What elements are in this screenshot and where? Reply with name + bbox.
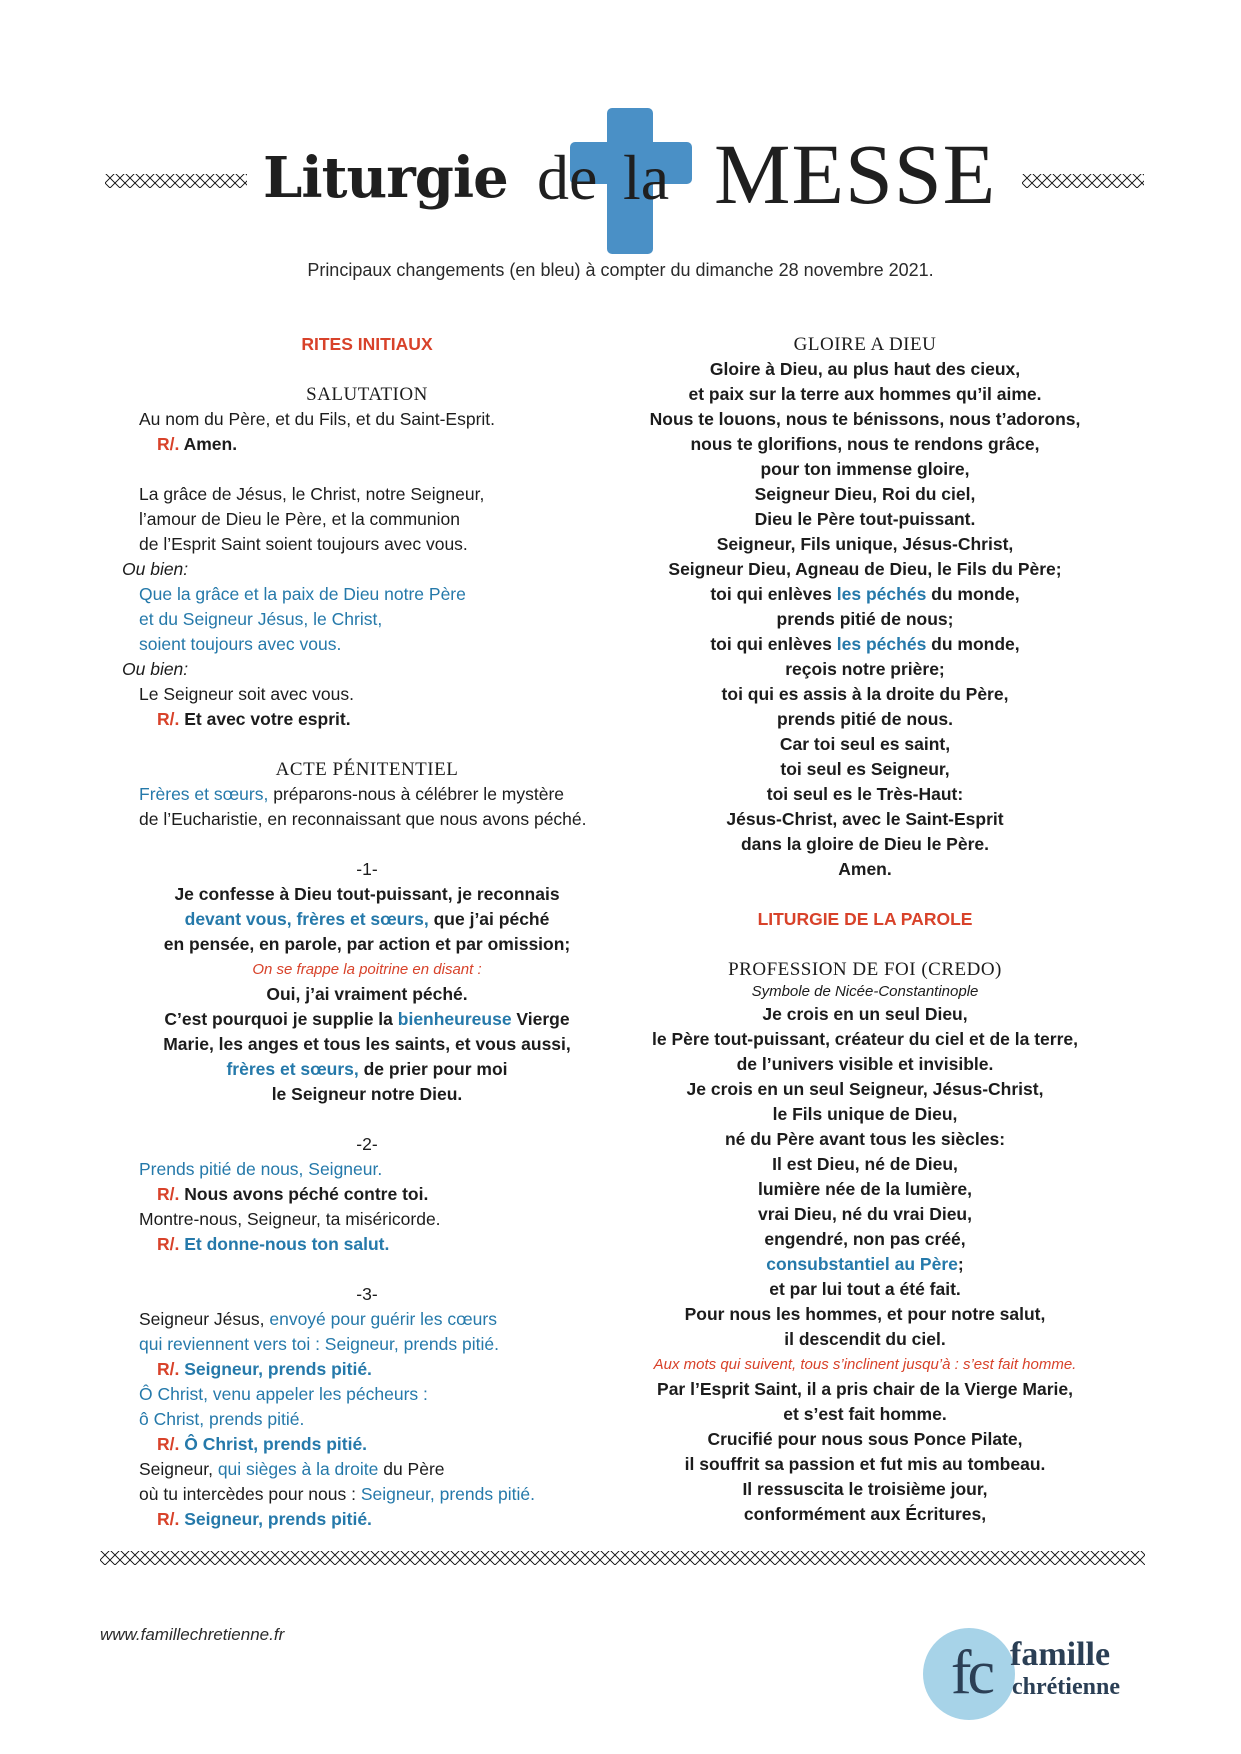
logo-initials: fc	[950, 1639, 992, 1707]
gloria-line: Nous te louons, nous te bénissons, nous t’adorons,	[649, 409, 1081, 429]
section-title-parole: LITURGIE DE LA PAROLE	[757, 909, 973, 929]
salutation-line: de l’Esprit Saint soient toujours avec vous.	[139, 534, 468, 554]
confiteor-line: devant vous, frères et sœurs, que j’ai péché	[184, 909, 550, 929]
confiteor-line: le Seigneur notre Dieu.	[271, 1084, 463, 1104]
title-de: de	[537, 142, 598, 213]
website-link[interactable]: www.famillechretienne.fr	[100, 1625, 285, 1644]
gloria-line: toi seul es le Très-Haut:	[766, 784, 964, 804]
section-title-rites: RITES INITIAUX	[301, 334, 433, 354]
response-marker: R/.	[157, 1509, 180, 1529]
logo-word-chretienne: chrétienne	[1012, 1674, 1120, 1700]
changed-line: ô Christ, prends pitié.	[139, 1409, 305, 1429]
changed-line: Ô Christ, venu appeler les pécheurs :	[139, 1384, 428, 1404]
page-subtitle: Principaux changements (en bleu) à compter du dimanche 28 novembre 2021.	[307, 260, 934, 280]
credo-line: le Fils unique de Dieu,	[772, 1104, 958, 1124]
changed-text: Seigneur, prends pitié.	[360, 1484, 535, 1504]
credo-line: Crucifié pour nous sous Ponce Pilate,	[707, 1429, 1023, 1449]
logo-word-famille: famille	[1010, 1636, 1111, 1673]
gloria-line: Seigneur, Fils unique, Jésus-Christ,	[716, 534, 1014, 554]
penitentiel-line: Montre-nous, Seigneur, ta miséricorde.	[139, 1209, 441, 1229]
salutation-line: La grâce de Jésus, le Christ, notre Seigneur,	[139, 484, 485, 504]
credo-line: Par l’Esprit Saint, il a pris chair de la Vierge Marie,	[657, 1379, 1073, 1399]
changed-line: et du Seigneur Jésus, le Christ,	[139, 609, 383, 629]
gloria-line: dans la gloire de Dieu le Père.	[740, 834, 989, 854]
response-marker: R/.	[157, 1184, 180, 1204]
salutation-line: Le Seigneur soit avec vous.	[139, 684, 354, 704]
response-line	[122, 707, 612, 732]
kyrie-line: Seigneur Jésus, envoyé pour guérir les cœurs	[139, 1309, 497, 1329]
gloria-line: Gloire à Dieu, au plus haut des cieux,	[709, 359, 1021, 379]
gloria-line: nous te glorifions, nous te rendons grâce,	[690, 434, 1040, 454]
credo-line: de l’univers visible et invisible.	[736, 1054, 994, 1074]
response-marker: R/.	[157, 1434, 180, 1454]
response-line	[122, 432, 612, 457]
credo-line: Je crois en un seul Seigneur, Jésus-Christ,	[686, 1079, 1044, 1099]
credo-line: il descendit du ciel.	[784, 1329, 946, 1349]
rubric: Aux mots qui suivent, tous s’inclinent jusqu’à : s’est fait homme.	[653, 1356, 1077, 1373]
gloria-line: prends pitié de nous.	[777, 709, 953, 729]
credo-line: Il est Dieu, né de Dieu,	[772, 1154, 958, 1174]
subsection-title-credo: PROFESSION DE FOI (CREDO)	[728, 959, 1002, 980]
gloria-line: toi seul es Seigneur,	[780, 759, 950, 779]
credo-line: et par lui tout a été fait.	[769, 1279, 961, 1299]
rubric-ou-bien: Ou bien:	[122, 559, 189, 579]
kyrie-line: Seigneur, qui sièges à la droite du Père	[139, 1459, 445, 1479]
confiteor-line: Oui, j’ai vraiment péché.	[266, 984, 468, 1004]
changed-text: devant vous, frères et sœurs,	[184, 909, 429, 929]
credo-line: il souffrit sa passion et fut mis au tombeau.	[684, 1454, 1046, 1474]
changed-line: Prends pitié de nous, Seigneur.	[139, 1159, 383, 1179]
header-ornament-right	[1022, 174, 1144, 188]
credo-line: Il ressuscita le troisième jour,	[742, 1479, 988, 1499]
left-column	[122, 332, 612, 1532]
response-marker: R/.	[157, 709, 180, 729]
gloria-line: Amen.	[838, 859, 892, 879]
response-marker: R/.	[157, 1234, 180, 1254]
confiteor-line: Marie, les anges et tous les saints, et vous aussi,	[163, 1034, 571, 1054]
confiteor-line: en pensée, en parole, par action et par omission;	[163, 934, 571, 954]
salutation-line: Au nom du Père, et du Fils, et du Saint-Esprit.	[139, 409, 496, 429]
changed-text: les péchés	[836, 584, 927, 604]
credo-line: le Père tout-puissant, créateur du ciel et de la terre,	[652, 1029, 1078, 1049]
credo-line: engendré, non pas créé,	[764, 1229, 966, 1249]
gloria-line: Seigneur Dieu, Agneau de Dieu, le Fils du Père;	[668, 559, 1062, 579]
penitentiel-line: de l’Eucharistie, en reconnaissant que nous avons péché.	[139, 809, 587, 829]
credo-subtitle: Symbole de Nicée-Constantinople	[751, 983, 979, 1000]
changed-line: Que la grâce et la paix de Dieu notre Père	[139, 584, 466, 604]
kyrie-line: où tu intercèdes pour nous : Seigneur, prends pitié.	[139, 1484, 535, 1504]
changed-text: Frères et sœurs,	[139, 784, 269, 804]
changed-text: frères et sœurs,	[226, 1059, 359, 1079]
rubric: On se frappe la poitrine en disant :	[252, 961, 482, 978]
header-ornament-left	[105, 174, 247, 188]
credo-line: né du Père avant tous les siècles:	[724, 1129, 1006, 1149]
gloria-line: et paix sur la terre aux hommes qu’il aime.	[688, 384, 1042, 404]
response-line: R/. Seigneur, prends pitié.	[157, 1359, 372, 1379]
confiteor-line: C’est pourquoi je supplie la bienheureuse Vierge	[164, 1009, 570, 1029]
response-text: Et avec votre esprit.	[179, 709, 351, 729]
gloria-line: reçois notre prière;	[785, 659, 945, 679]
response-text: Amen.	[179, 434, 238, 454]
response-line: R/. Ô Christ, prends pitié.	[157, 1434, 368, 1454]
title-liturgie: Liturgie	[263, 145, 508, 211]
famille-chretienne-logo	[923, 1628, 1153, 1724]
salutation-line: l’amour de Dieu le Père, et la communion	[139, 509, 460, 529]
credo-line: consubstantiel au Père;	[766, 1254, 964, 1274]
title-la: la	[623, 142, 670, 213]
changed-text: qui sièges à la droite	[217, 1459, 379, 1479]
changed-line: soient toujours avec vous.	[139, 634, 342, 654]
footer-ornament	[100, 1551, 1145, 1565]
credo-line: Je crois en un seul Dieu,	[762, 1004, 968, 1024]
credo-line: et s’est fait homme.	[783, 1404, 947, 1424]
confiteor-line: frères et sœurs, de prier pour moi	[226, 1059, 508, 1079]
credo-line: Pour nous les hommes, et pour notre salut,	[684, 1304, 1046, 1324]
gloria-line: pour ton immense gloire,	[760, 459, 970, 479]
changed-text: envoyé pour guérir les cœurs	[264, 1309, 497, 1329]
subsection-title-salutation: SALUTATION	[306, 384, 428, 405]
gloria-line: toi qui es assis à la droite du Père,	[721, 684, 1009, 704]
gloria-line: toi qui enlèves les péchés du monde,	[710, 634, 1020, 654]
credo-line: lumière née de la lumière,	[758, 1179, 972, 1199]
changed-text: bienheureuse	[397, 1009, 512, 1029]
response-line: R/. Seigneur, prends pitié.	[157, 1509, 372, 1529]
credo-line: vrai Dieu, né du vrai Dieu,	[758, 1204, 972, 1224]
changed-text: les péchés	[836, 634, 927, 654]
credo-line: conformément aux Écritures,	[743, 1504, 987, 1524]
response-marker: R/.	[157, 434, 180, 454]
response-line: R/. Et donne-nous ton salut.	[157, 1234, 390, 1254]
subsection-title-penitentiel: ACTE PÉNITENTIEL	[275, 759, 459, 780]
response-marker: R/.	[157, 1359, 180, 1379]
gloria-line: toi qui enlèves les péchés du monde,	[710, 584, 1020, 604]
formula-number: -3-	[356, 1284, 378, 1304]
changed-text: consubstantiel au Père	[766, 1254, 958, 1274]
confiteor-line: Je confesse à Dieu tout-puissant, je reconnais	[174, 884, 560, 904]
penitentiel-line: Frères et sœurs, préparons-nous à célébrer le mystère	[139, 784, 565, 804]
gloria-line: Car toi seul es saint,	[779, 734, 951, 754]
response-line: R/. Nous avons péché contre toi.	[157, 1184, 429, 1204]
gloria-line: Seigneur Dieu, Roi du ciel,	[754, 484, 976, 504]
gloria-line: prends pitié de nous;	[776, 609, 954, 629]
rubric-ou-bien: Ou bien:	[122, 659, 189, 679]
gloria-line: Jésus-Christ, avec le Saint-Esprit	[726, 809, 1004, 829]
formula-number: -1-	[356, 859, 378, 879]
formula-number: -2-	[356, 1134, 378, 1154]
right-column	[640, 332, 1090, 1527]
subsection-title-gloria: GLOIRE A DIEU	[793, 334, 937, 355]
title-messe: MESSE	[714, 126, 997, 222]
changed-line: qui reviennent vers toi : Seigneur, prends pitié.	[139, 1334, 499, 1354]
gloria-line: Dieu le Père tout-puissant.	[754, 509, 976, 529]
